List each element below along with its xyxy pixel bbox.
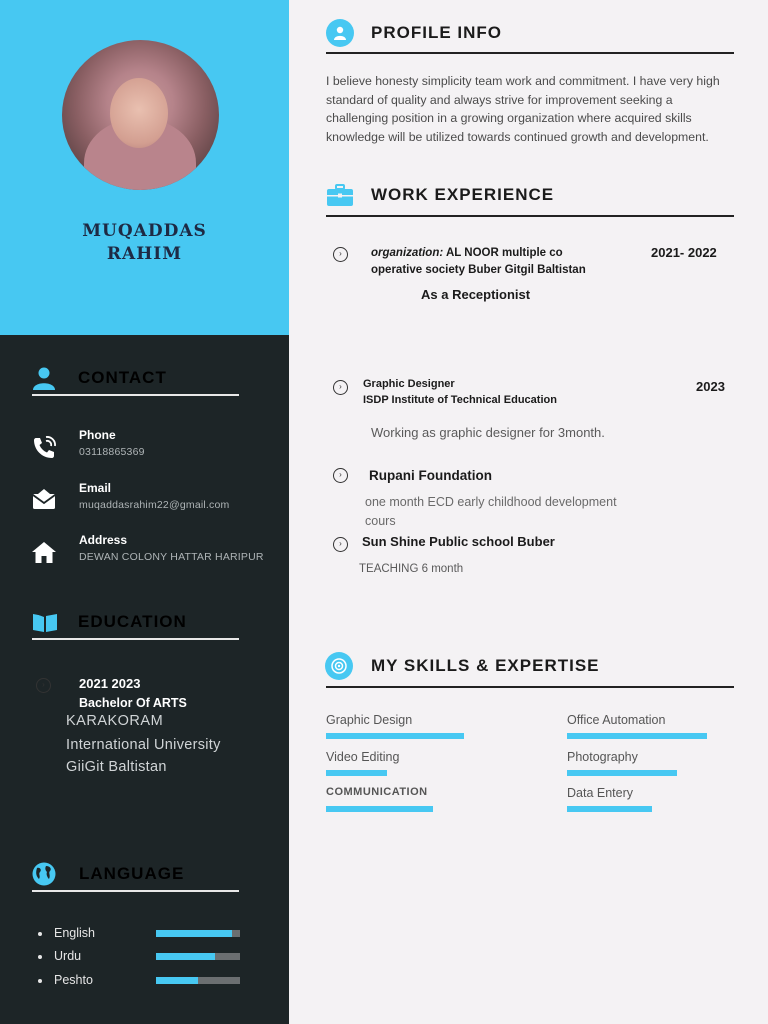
profile-rule [326,52,734,54]
main-content [289,0,768,1024]
skill-item [567,750,717,776]
language-heading [31,861,184,887]
skill-level-bar [567,733,707,739]
language-level-bar [156,977,240,984]
language-level-fill [156,930,232,937]
language-level-fill [156,953,215,960]
skills-heading-label: MY SKILLS & EXPERTISE [371,656,600,675]
bullet-icon: › [36,678,51,693]
profile-photo [62,40,219,190]
education-rule [32,638,239,640]
job3-title: Rupani Foundation [369,468,492,483]
skills-heading [325,652,600,680]
name-first: MUQADDAS [82,221,207,241]
profile-heading-label: PROFILE INFO [371,23,502,42]
skill-item [567,713,717,739]
language-item [38,949,248,965]
skill-name: Office Automation [567,713,666,727]
bullet-dot [38,932,42,936]
job2-title: Graphic Designer [363,378,455,390]
skill-level-bar [326,806,433,812]
phone-icon [30,434,58,460]
phone-label: Phone [79,428,116,442]
skill-name: Graphic Design [326,713,413,727]
target-icon [325,652,353,680]
language-name: Urdu [54,949,82,963]
education-degree: Bachelor Of ARTS [79,696,187,710]
bullet-dot [38,955,42,959]
language-heading-label: LANGUAGE [79,864,185,883]
profile-heading [326,19,502,47]
profile-text: I believe honesty simplicity team work and commitment. I have very high standard of quality and always strive for improvement seeking a challenging position in a growing organization where acquired skills knowledge will be utilized towards continued growth and development. [326,74,720,145]
job1-role: As a Receptionist [421,287,531,302]
work-rule [326,215,734,217]
contact-email [30,481,288,521]
book-icon [32,611,58,633]
education-university-line3: GiiGit Baltistan [66,759,167,775]
work-heading-label: WORK EXPERIENCE [371,185,555,204]
job3-bullet-icon: › [333,468,348,483]
mail-icon [30,487,58,513]
address-value: DEWAN COLONY HATTAR HARIPUR [79,551,264,563]
job2-bullet-icon: › [333,380,348,395]
skill-item [567,786,717,812]
email-value[interactable]: muqaddasrahim22@gmail.com [79,499,230,511]
skill-item [326,713,476,739]
globe-icon [31,861,59,887]
contact-heading [32,366,167,390]
contact-rule [32,394,239,396]
language-level-fill [156,977,198,984]
home-icon [30,539,58,565]
skill-item [326,750,476,776]
job1-org-line2: operative society Buber Gitgil Baltistan [371,264,586,276]
address-label: Address [79,533,128,547]
education-heading [32,611,187,633]
name-last: RAHIM [106,244,183,264]
education-heading-label: EDUCATION [78,612,187,631]
work-heading [326,183,554,207]
skill-level-bar [326,733,464,739]
job1-years: 2021- 2022 [651,245,717,260]
language-item [38,926,248,942]
skill-item [326,786,476,812]
job1-org-label: organization: [371,247,444,259]
contact-heading-label: CONTACT [78,368,167,387]
bullet-dot [38,979,42,983]
skill-name: Photography [567,750,638,764]
email-label: Email [79,481,112,495]
job4-title: Sun Shine Public school Buber [362,534,555,549]
language-item [38,973,248,989]
skill-level-bar [326,770,387,776]
skill-name: Video Editing [326,750,400,764]
profile-icon [326,19,354,47]
skill-level-bar [567,770,677,776]
language-name: Peshto [54,973,93,987]
sidebar-header [0,0,289,335]
education-university-line1: KARAKORAM [66,713,164,729]
language-name: English [54,926,95,940]
user-icon [32,366,56,390]
job2-desc: Working as graphic designer for 3month. [371,425,605,440]
job2-org: ISDP Institute of Technical Education [363,394,557,406]
education-university-line2: International University [66,737,221,753]
job2-year: 2023 [696,379,725,394]
language-level-bar [156,930,240,937]
job3-desc-line1: one month ECD early childhood development [365,495,617,509]
skill-level-bar [567,806,652,812]
education-years: 2021 2023 [79,676,141,691]
contact-phone [30,428,288,468]
skill-name: Data Entery [567,786,634,800]
language-level-bar [156,953,240,960]
job1-org-line1 [371,247,563,259]
job3-desc-line2: cours [365,514,396,528]
contact-address [30,533,288,573]
skills-rule [326,686,734,688]
job4-desc: TEACHING 6 month [359,563,464,575]
skill-name: COMMUNICATION [326,786,428,798]
language-rule [32,890,239,892]
job1-org-name: AL NOOR multiple co [443,247,563,259]
phone-value[interactable]: 03118865369 [79,446,145,458]
job4-bullet-icon: › [333,537,348,552]
briefcase-icon [326,183,354,207]
job1-bullet-icon: › [333,247,348,262]
